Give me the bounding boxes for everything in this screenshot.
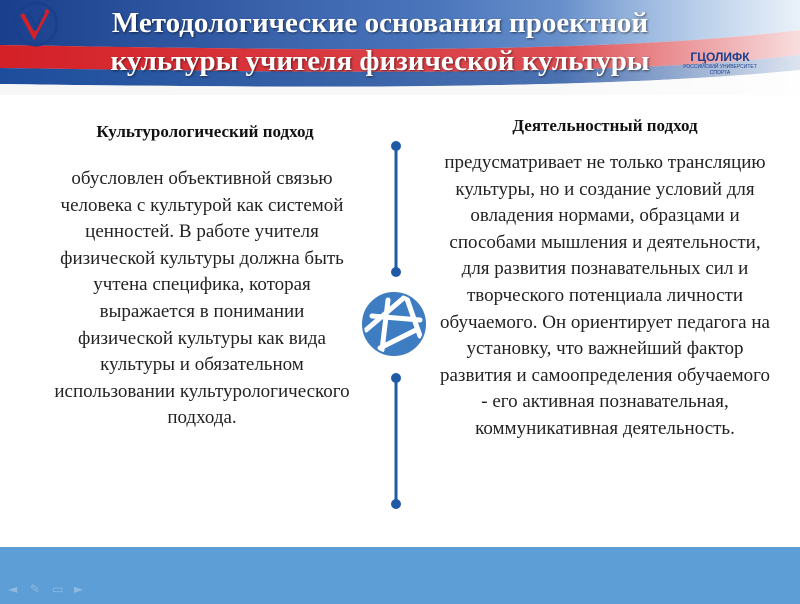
university-logo bbox=[0, 0, 72, 64]
pen-icon[interactable]: ✎ bbox=[30, 582, 41, 596]
timeline-bottom-start-dot bbox=[391, 373, 401, 383]
slide-next-icon[interactable]: ► bbox=[74, 582, 84, 596]
slide-controls bbox=[8, 583, 88, 599]
timeline-top-start-dot bbox=[391, 141, 401, 151]
slide-menu-icon[interactable]: ▭ bbox=[52, 582, 64, 596]
left-body: обусловлен объективной связью человека с культурой как системой ценностей. В работе учителя физической культуры должна быть учтена специфика, которая выражается в понимании физической культуры как вида культуры и обязательном использовании культурологического подхода. bbox=[54, 168, 350, 429]
slide-prev-icon[interactable]: ◄ bbox=[8, 582, 18, 596]
timeline-bottom-end-dot bbox=[391, 499, 401, 509]
title-line-1: Методологические основания проектной bbox=[111, 7, 649, 39]
left-heading: Культурологический подход bbox=[96, 122, 314, 141]
right-heading: Деятельностный подход bbox=[512, 116, 698, 135]
logo-name: ГЦОЛИФК bbox=[690, 50, 750, 64]
timeline-top-end-dot bbox=[391, 267, 401, 277]
header-banner bbox=[0, 0, 800, 95]
connections-icon bbox=[363, 293, 425, 355]
footer-bar bbox=[0, 547, 800, 604]
title-line-2: культуры учителя физической культуры bbox=[110, 45, 650, 77]
center-timeline bbox=[360, 140, 430, 510]
slide-title bbox=[60, 4, 700, 80]
logo-subtitle: РОССИЙСКИЙ УНИВЕРСИТЕТ СПОРТА bbox=[683, 64, 757, 76]
right-body: предусматривает не только трансляцию культуры, но и создание условий для овладения нормами, образцами и способами мышления и деятельности, для развития познавательных сил и творческого потенциала личности обучаемого. Он ориентирует педагога на установку, что важнейший фактор развития и самоопределения обучаемого - его активная познавательная, коммуникативная деятельность. bbox=[440, 152, 770, 439]
